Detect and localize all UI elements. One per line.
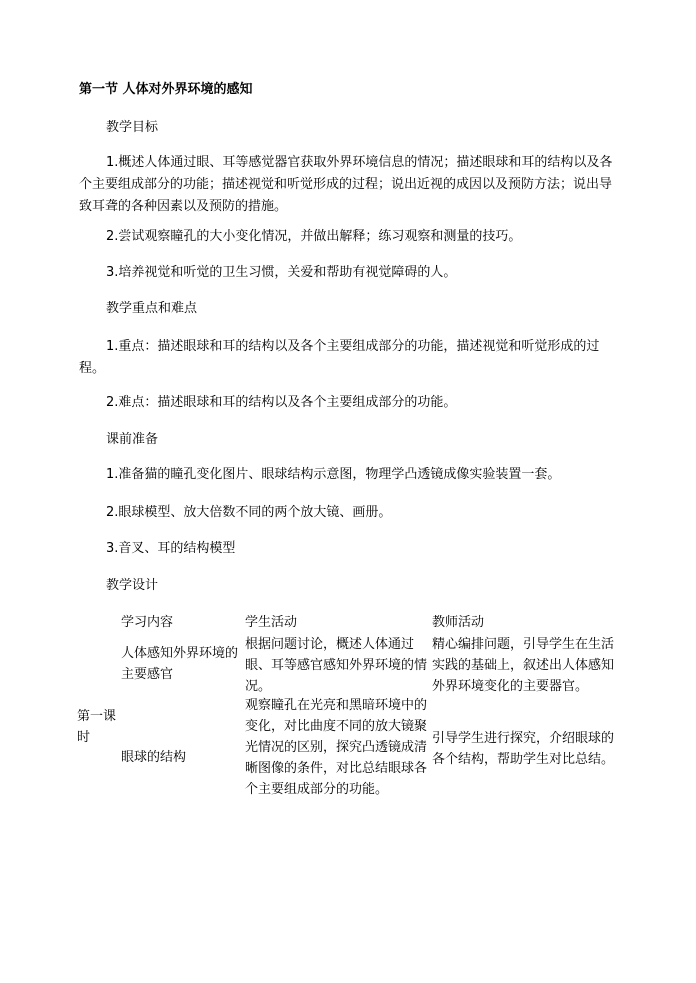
preparation-heading: 课前准备 [106, 432, 159, 447]
table-header-content: 学习内容 [121, 615, 174, 630]
table-row-1-content: 人体感知外界环境的主要感官 [121, 646, 239, 682]
page-title: 第一节 人体对外界环境的感知 [79, 82, 253, 97]
table-header-teacher: 教师活动 [432, 615, 485, 630]
table-row-2-content: 眼球的结构 [121, 750, 187, 765]
key-point-item-2: 2.难点：描述眼球和耳的结构以及各个主要组成部分的功能。 [106, 395, 457, 410]
table-row-2-student: 观察瞳孔在光亮和黑暗环境中的变化，对比曲度不同的放大镜聚光情况的区别，探究凸透镜成清晰图像的条件，对比总结眼球各个主要组成部分的功能。 [245, 698, 428, 797]
table-row-1-student: 根据问题讨论，概述人体通过眼、耳等感官感知外界环境的情况。 [245, 637, 428, 694]
key-points-heading: 教学重点和难点 [106, 301, 198, 316]
objective-item-3: 3.培养视觉和听觉的卫生习惯，关爱和帮助有视觉障碍的人。 [106, 265, 457, 280]
table-period-label: 第一课时 [77, 709, 117, 745]
objective-item-1: 1.概述人体通过眼、耳等感觉器官获取外界环境信息的情况；描述眼球和耳的结构以及各个主要组成部分的功能；描述视觉和听觉形成的过程；说出近视的成因以及预防方法；说出导致耳聋的各种因素以及预防的措施。 [79, 155, 613, 214]
table-header-student: 学生活动 [245, 615, 298, 630]
objective-item-2: 2.尝试观察瞳孔的大小变化情况，并做出解释；练习观察和测量的技巧。 [106, 229, 522, 244]
preparation-item-1: 1.准备猫的瞳孔变化图片、眼球结构示意图，物理学凸透镜成像实验装置一套。 [106, 467, 561, 482]
table-row-2-teacher: 引导学生进行探究，介绍眼球的各个结构，帮助学生对比总结。 [432, 731, 615, 767]
objectives-heading: 教学目标 [106, 120, 159, 135]
preparation-item-3: 3.音叉、耳的结构模型 [106, 541, 236, 556]
table-row-1-teacher: 精心编排问题，引导学生在生活实践的基础上，叙述出人体感知外界环境变化的主要器官。 [432, 637, 615, 694]
preparation-item-2: 2.眼球模型、放大倍数不同的两个放大镜、画册。 [106, 505, 392, 520]
key-point-item-1: 1.重点：描述眼球和耳的结构以及各个主要组成部分的功能，描述视觉和听觉形成的过程。 [79, 339, 600, 376]
design-heading: 教学设计 [106, 578, 159, 593]
